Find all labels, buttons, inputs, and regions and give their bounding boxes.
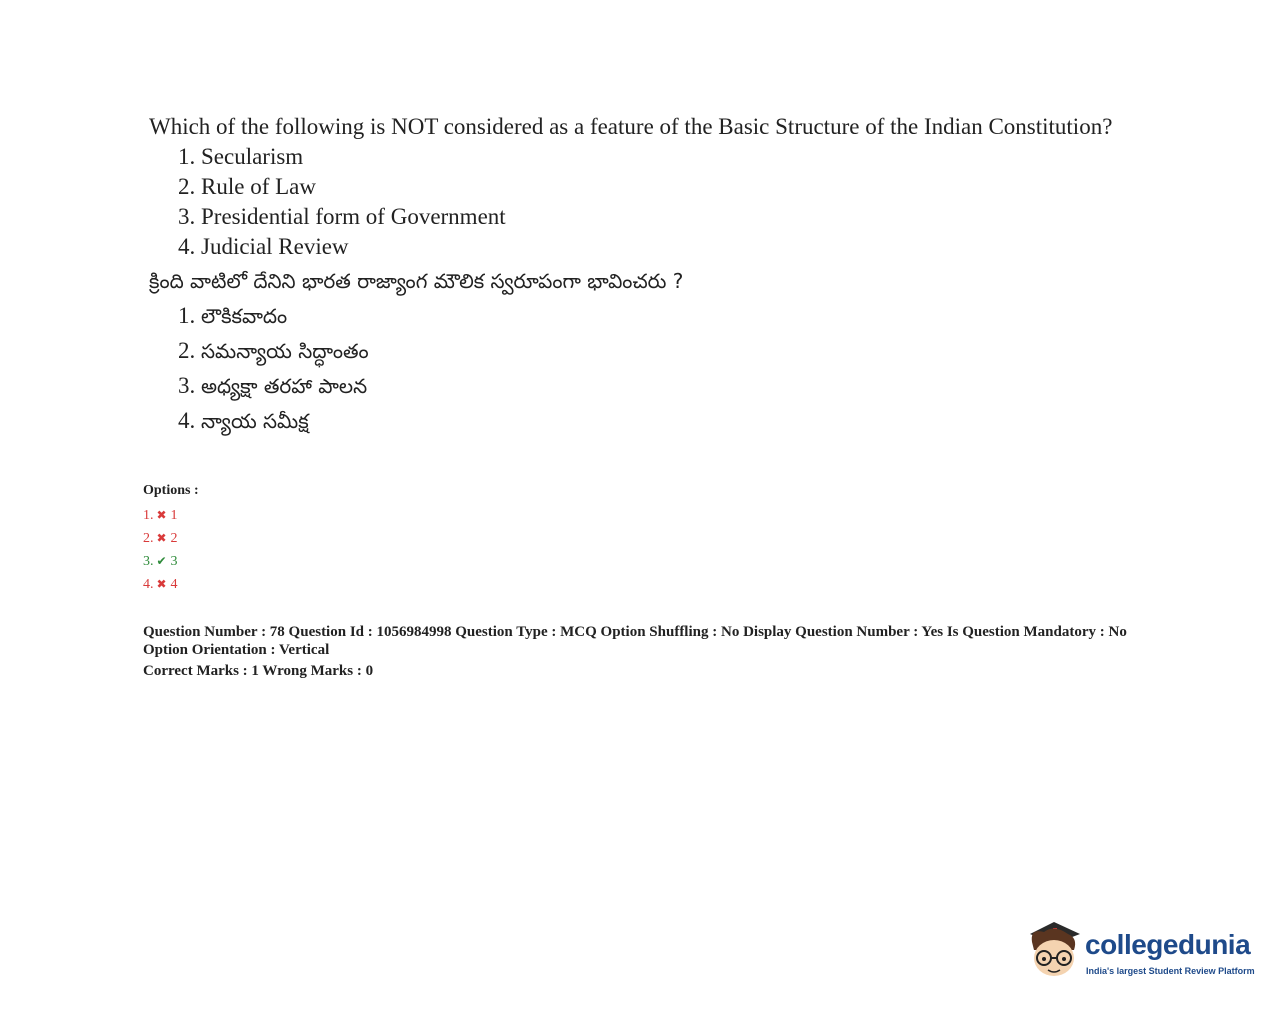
option-number: 3. (178, 373, 196, 398)
option-item (178, 202, 1119, 232)
logo-wordmark: collegedunia (1085, 929, 1251, 960)
options-heading: Options : (143, 483, 199, 498)
answer-value: 2 (170, 531, 178, 546)
option-item-telugu (178, 368, 1119, 403)
option-item-telugu (178, 298, 1119, 333)
answer-number: 3. (143, 554, 154, 569)
question-text-telugu: క్రింది వాటిలో దేనిని భారత రాజ్యాంగ మౌలిక స్వరూపంగా భావించరు ? (149, 269, 684, 293)
checkmark-icon: ✔ (156, 554, 167, 568)
cross-icon: ✖ (156, 508, 167, 522)
logo-tagline: India's largest Student Review Platform (1086, 966, 1255, 976)
answer-value: 1 (170, 508, 178, 523)
option-number: 1. (178, 144, 196, 169)
option-item-telugu (178, 333, 1119, 368)
option-label: సమన్యాయ సిద్ధాంతం (201, 339, 369, 363)
answer-item-wrong (143, 575, 199, 598)
answer-list (143, 506, 199, 598)
option-number: 2. (178, 338, 196, 363)
option-item-telugu (178, 403, 1119, 438)
answer-item-correct (143, 552, 199, 575)
option-label: అధ్యక్షా తరహా పాలన (201, 374, 368, 398)
option-number: 4. (178, 234, 196, 259)
collegedunia-logo[interactable] (1024, 918, 1264, 988)
answer-options-section (143, 482, 199, 598)
answer-number: 4. (143, 577, 154, 592)
option-number: 4. (178, 408, 196, 433)
option-label: Secularism (201, 144, 304, 169)
answer-number: 1. (143, 508, 154, 523)
option-item (178, 172, 1119, 202)
question-block (149, 112, 1119, 438)
answer-item-wrong (143, 506, 199, 529)
option-label: న్యాయ సమీక్ష (201, 409, 309, 433)
option-label: Rule of Law (201, 174, 316, 199)
answer-value: 3 (170, 554, 178, 569)
cross-icon: ✖ (156, 531, 167, 545)
marks-line: Correct Marks : 1 Wrong Marks : 0 (143, 663, 374, 679)
cross-icon: ✖ (156, 577, 167, 591)
option-label: Judicial Review (201, 234, 349, 259)
question-text-english: Which of the following is NOT considered as a feature of the Basic Structure of the Indian Constitution? (149, 114, 1113, 139)
option-number: 2. (178, 174, 196, 199)
question-options-telugu (149, 298, 1119, 438)
question-options-english (149, 142, 1119, 262)
option-item (178, 232, 1119, 262)
student-mascot-icon (1024, 918, 1086, 988)
option-number: 3. (178, 204, 196, 229)
option-number: 1. (178, 303, 196, 328)
option-item (178, 142, 1119, 172)
answer-item-wrong (143, 529, 199, 552)
option-label: లౌకికవాదం (201, 304, 288, 328)
metadata-line: Question Number : 78 Question Id : 1056984998 Question Type : MCQ Option Shuffling : No Display Question Number : Yes Is Question Mandatory : No Option Orientation : Vertical (143, 624, 1127, 658)
option-label: Presidential form of Government (201, 204, 506, 229)
question-metadata (143, 623, 1173, 680)
answer-value: 4 (170, 577, 178, 592)
answer-number: 2. (143, 531, 154, 546)
